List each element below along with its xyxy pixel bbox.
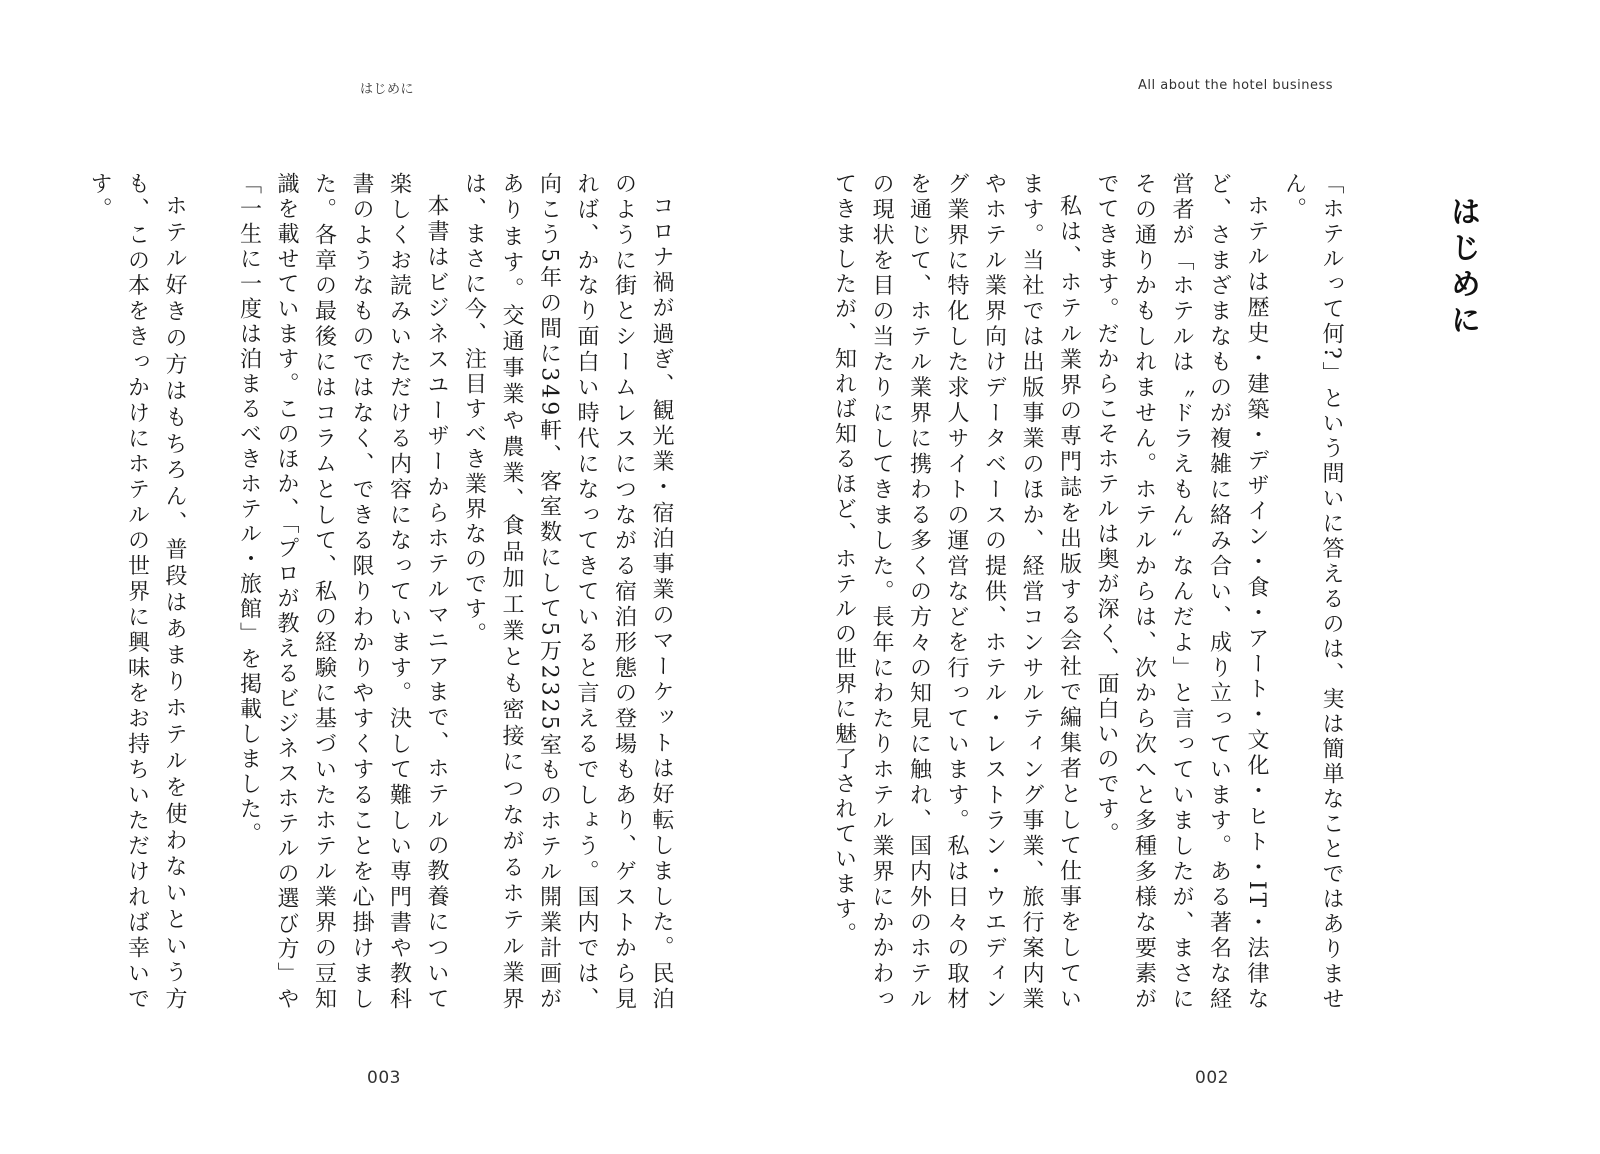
running-head-right: All about the hotel business (1138, 78, 1334, 93)
chapter-title: はじめに (1445, 196, 1480, 340)
body-text-right (831, 172, 1350, 1013)
paragraph-left-2: 本書はビジネスユーザーからホテルマニアまで、ホテルの教養について楽しくお読みいただける内容になっています。決して難しい専門書や教科書のようなものではなく、できる限りわかりやすくすることを心掛けました。各章の最後にはコラムとして、私の経験に基づいたホテル業界の豆知識を載せています。このほか、「プロが教えるビジネスホテルの選び方」や「一生に一度は泊まるべきホテル・旅館」を掲載しました。 (236, 172, 449, 1012)
right-page (800, 0, 1600, 1154)
page-number-right: 002 (1195, 1068, 1229, 1088)
page-number-left: 003 (367, 1068, 401, 1088)
paragraph-left-1: コロナ禍が過ぎ、観光業・宿泊事業のマーケットは好転しました。民泊のように街とシームレスにつながる宿泊形態の登場もあり、ゲストから見れば、かなり面白い時代になってきていると言えるでしょう。国内では、向こう5年の間に349軒、客室数にして5万2325室ものホテル開業計画があります。交通事業や農業、食品加工業とも密接につながるホテル業界は、まさに今、注目すべき業界なのです。 (461, 172, 674, 1012)
paragraph-right-3: 私は、ホテル業界の専門誌を出版する会社で編集者として仕事をしています。当社では出版事業のほか、経営コンサルティング事業、旅行案内業やホテル業界向けデータベースの提供、ホテル・レストラン・ウエディング業界に特化した求人サイトの運営などを行っています。私は日々の取材を通じて、ホテル業界に携わる多くの方々の知見に触れ、国内外のホテルの現状を目の当たりにしてきました。長年にわたりホテル業界にかかわってきましたが、知れば知るほど、ホテルの世界に魅了されています。 (831, 172, 1082, 1013)
paragraph-left-3: ホテル好きの方はもちろん、普段はあまりホテルを使わないという方も、この本をきっかけにホテルの世界に興味をお持ちいただければ幸いです。 (87, 172, 187, 1012)
paragraph-right-2: ホテルは歴史・建築・デザイン・食・アート・文化・ヒト・IT・法律など、さまざまなものが複雑に絡み合い、成り立っています。ある著名な経営者が「ホテルは〝ドラえもん〟なんだよ」と言っていましたが、まさにその通りかもしれません。ホテルからは、次から次へと多種多様な要素がでてきます。だからこそホテルは奥が深く、面白いのです。 (1094, 172, 1269, 1012)
running-head-left: はじめに (360, 82, 415, 97)
body-text-left (87, 172, 680, 1012)
paragraph-right-1: 「ホテルって何?」という問いに答えるのは、実は簡単なことではありません。 (1281, 172, 1344, 1012)
